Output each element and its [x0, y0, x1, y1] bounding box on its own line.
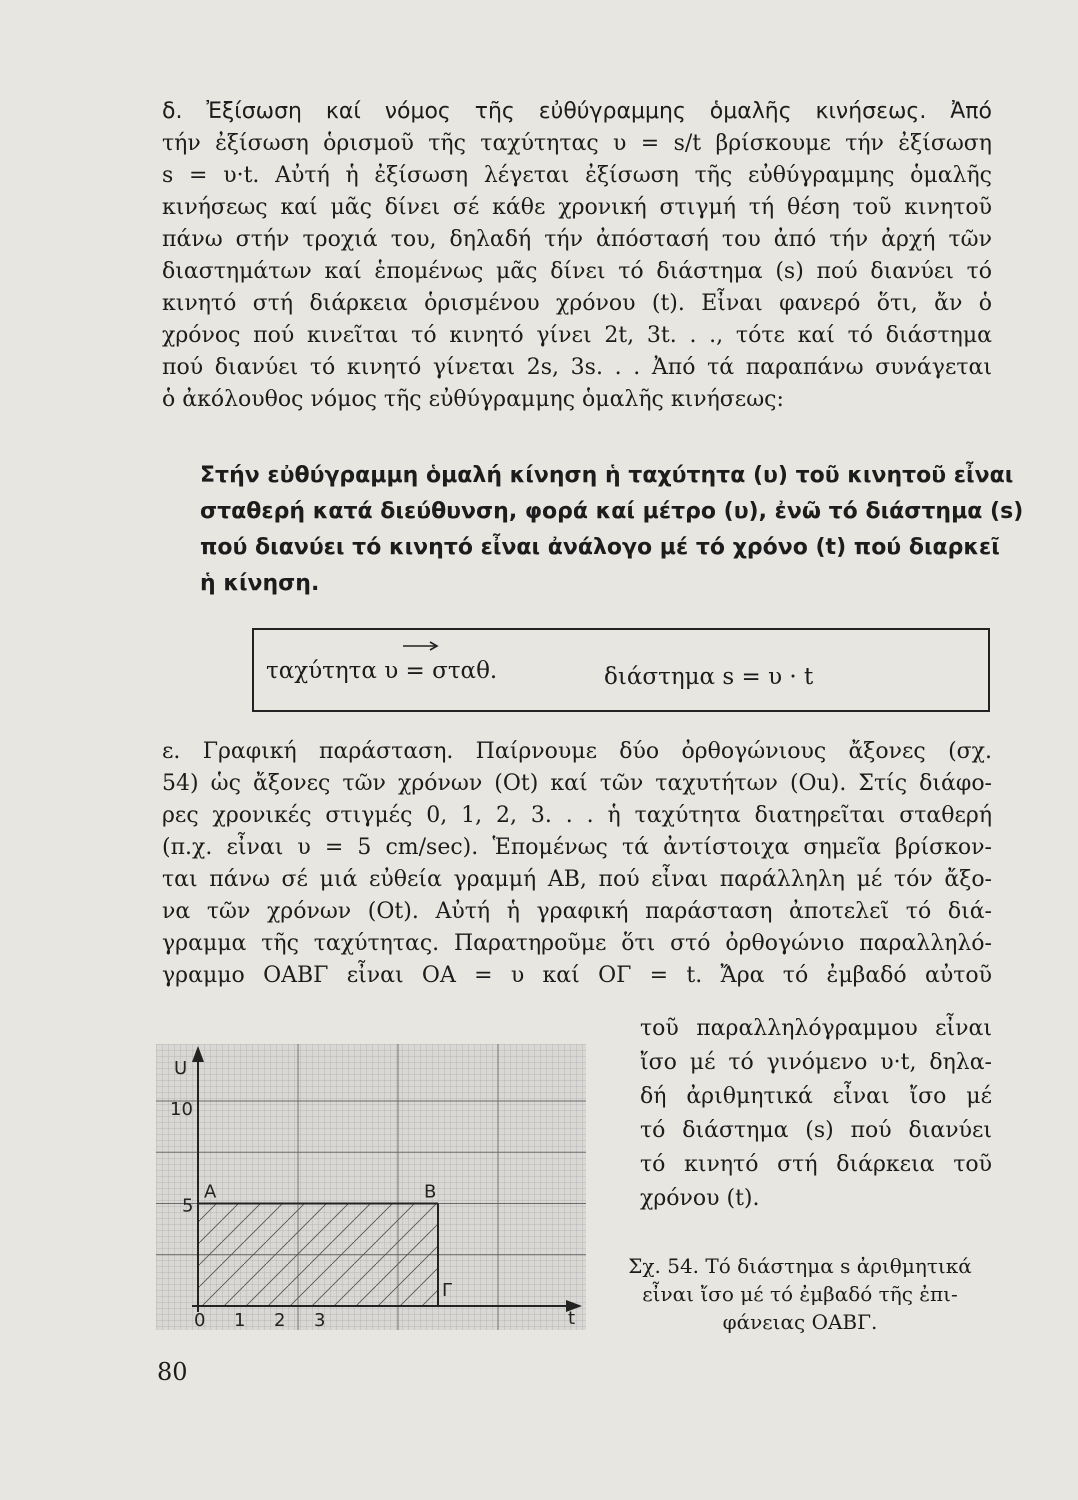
distance-formula: διάστημα s = υ · t: [604, 664, 814, 690]
section-e-paragraph: [162, 736, 992, 992]
text-line: διαστημάτων καί ἑπομένως μᾶς δίνει τό διάστημα (s) πού διανύει τό: [162, 259, 992, 284]
y-tick-label: 5: [182, 1195, 194, 1217]
section-e-heading-line: ε. Γραφική παράσταση. Παίρνουμε δύο ὀρθογώνιους ἄξονες (σχ.: [162, 739, 992, 764]
caption-line: Σχ. 54. Τό διάστημα s ἀριθμητικά: [628, 1254, 972, 1278]
text-line: να τῶν χρόνων (Ot). Αὐτή ἡ γραφική παράσταση ἀποτελεῖ τό διά-: [162, 899, 992, 924]
law-line: πού διανύει τό κινητό εἶναι ἀνάλογο μέ τό χρόνο (t) πού διαρκεῖ: [200, 535, 1000, 560]
x-axis-label: t: [568, 1308, 576, 1329]
velocity-time-graph: [156, 1044, 586, 1330]
figure-side-text: [640, 1012, 992, 1216]
formula-box: [252, 628, 990, 712]
text-line: κινήσεως καί μᾶς δίνει σέ κάθε χρονική στιγμή τή θέση τοῦ κινητοῦ: [162, 195, 992, 220]
x-tick-label: 3: [314, 1310, 326, 1330]
text-line: 54) ὡς ἄξονες τῶν χρόνων (Ot) καί τῶν ταχυτήτων (Ou). Στίς διάφο-: [162, 771, 992, 796]
text-line: χρόνος πού κινεῖται τό κινητό γίνει 2t, 3t. . ., τότε καί τό διάστημα: [162, 323, 992, 348]
text-line: κινητό στή διάρκεια ὁρισμένου χρόνου (t). Εἶναι φανερό ὅτι, ἄν ὁ: [162, 291, 992, 316]
text-line: τό κινητό στή διάρκεια τοῦ: [640, 1152, 992, 1177]
text-line: τήν ἐξίσωση ὁρισμοῦ τῆς ταχύτητας υ = s/t βρίσκουμε τήν ἐξίσωση: [162, 131, 992, 156]
figure-caption: [605, 1252, 995, 1336]
y-tick-label: 10: [170, 1099, 193, 1120]
point-g-label: Γ: [442, 1280, 453, 1301]
x-tick-label: 1: [234, 1310, 246, 1330]
law-line: ἡ κίνηση.: [200, 571, 320, 596]
x-tick-label: 0: [194, 1310, 206, 1330]
text-line: s = υ·t. Αὐτή ἡ ἐξίσωση λέγεται ἐξίσωση τῆς εὐθύγραμμης ὁμαλῆς: [162, 163, 992, 188]
law-line: Στήν εὐθύγραμμη ὁμαλή κίνηση ἡ ταχύτητα (υ) τοῦ κινητοῦ εἶναι: [200, 463, 1014, 488]
text-line: γραμμα τῆς ταχύτητας. Παρατηροῦμε ὅτι στό ὀρθογώνιο παραλληλό-: [162, 931, 992, 956]
text-line: γραμμο ΟΑΒΓ εἶναι ΟΑ = υ καί ΟΓ = t. Ἄρα τό ἐμβαδό αὐτοῦ: [162, 963, 992, 988]
caption-line: φάνειας ΟΑΒΓ.: [722, 1310, 878, 1334]
text-line: (π.χ. εἶναι υ = 5 cm/sec). Ἑπομένως τά ἀντίστοιχα σημεῖα βρίσκον-: [162, 835, 992, 860]
law-line: σταθερή κατά διεύθυνση, φορά καί μέτρο (υ), ἐνῶ τό διάστημα (s): [200, 499, 1024, 524]
law-statement: [200, 458, 1024, 602]
caption-line: εἶναι ἴσο μέ τό ἐμβαδό τῆς ἐπι-: [642, 1282, 958, 1306]
text-line: τό διάστημα (s) πού διανύει: [640, 1118, 992, 1143]
text-line: πάνω στήν τροχιά του, δηλαδή τήν ἀπόστασή του ἀπό τήν ἀρχή τῶν: [162, 227, 992, 252]
point-b-label: B: [424, 1181, 437, 1203]
x-tick-label: 2: [274, 1310, 286, 1330]
section-d-heading-line: δ. Ἐξίσωση καί νόμος τῆς εὐθύγραμμης ὁμαλῆς κινήσεως. Ἀπό: [162, 99, 992, 124]
text-line: πού διανύει τό κινητό γίνεται 2s, 3s. . . Ἀπό τά παραπάνω συνάγεται: [162, 355, 992, 380]
text-line: ἴσο μέ τό γινόμενο υ·t, δηλα-: [640, 1050, 992, 1075]
text-line: ὁ ἀκόλουθος νόμος τῆς εὐθύγραμμης ὁμαλῆς κινήσεως:: [162, 387, 784, 412]
y-axis-label: U: [174, 1058, 188, 1079]
point-a-label: A: [204, 1181, 217, 1203]
hatched-area-oabg: [198, 1204, 438, 1307]
velocity-formula: ταχύτητα υ = σταθ.: [266, 658, 498, 684]
section-d-paragraph: [162, 96, 992, 416]
text-line: ται πάνω σέ μιά εὐθεία γραμμή ΑΒ, πού εἶναι παράλληλη μέ τόν ἄξο-: [162, 867, 992, 892]
text-line: δή ἀριθμητικά εἶναι ἴσο μέ: [640, 1084, 992, 1109]
page-number: 80: [157, 1358, 188, 1386]
text-line: ρες χρονικές στιγμές 0, 1, 2, 3. . . ἡ ταχύτητα διατηρεῖται σταθερή: [162, 803, 992, 828]
text-line: τοῦ παραλληλόγραμμου εἶναι: [640, 1016, 992, 1041]
vector-arrow-icon: [402, 640, 440, 652]
text-line: χρόνου (t).: [640, 1186, 760, 1211]
